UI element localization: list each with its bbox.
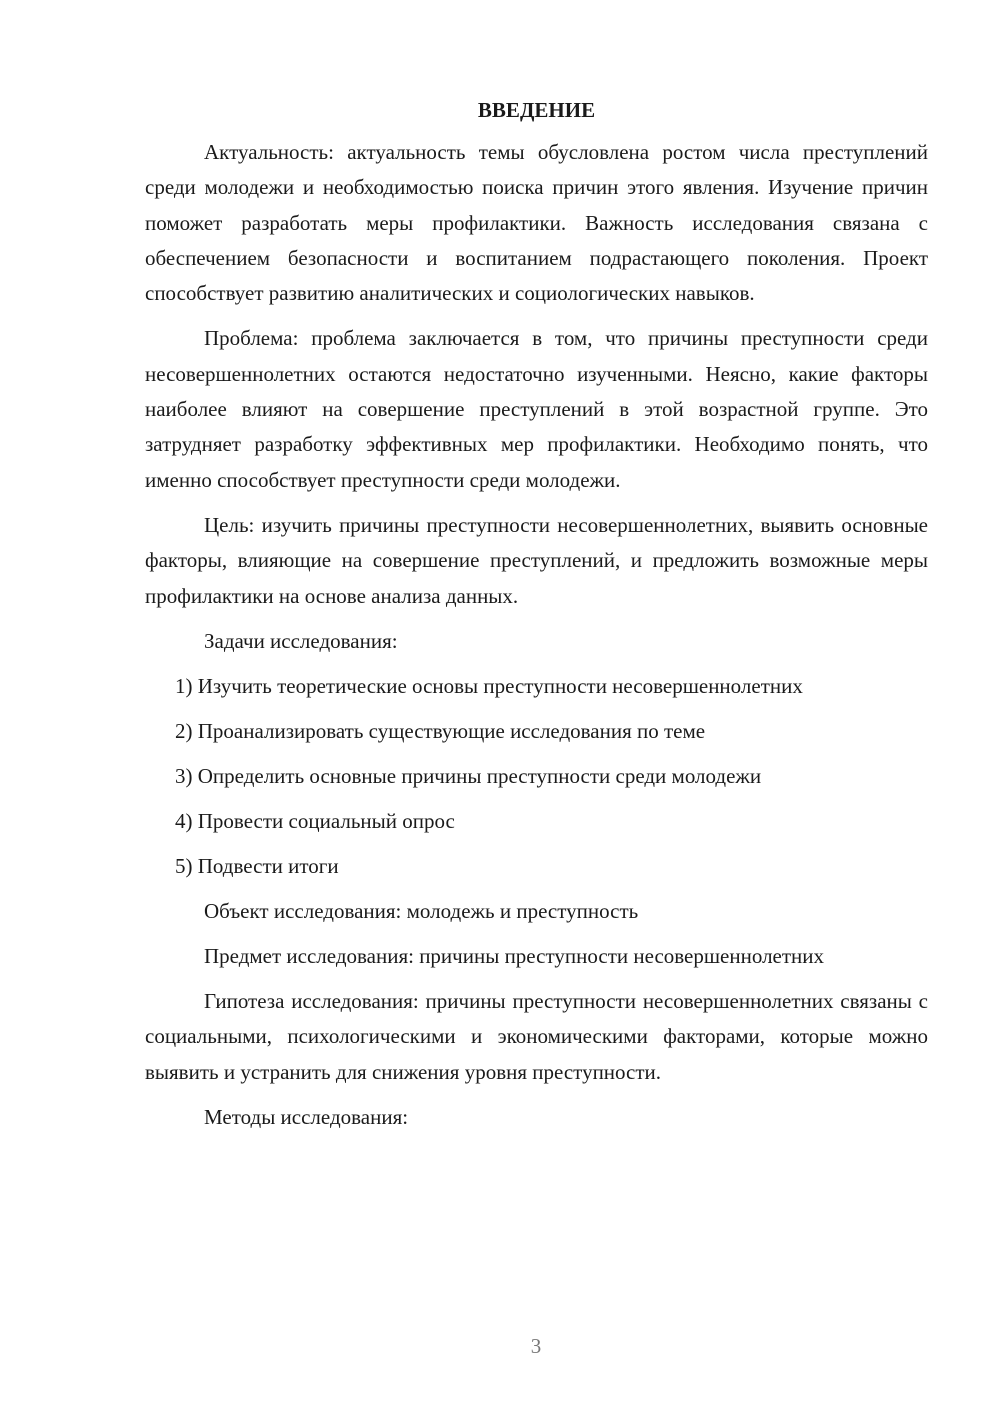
- task-item-1: 1) Изучить теоретические основы преступности несовершеннолетних: [175, 673, 803, 698]
- section-heading: ВВЕДЕНИЕ: [477, 98, 596, 122]
- task-item-4: 4) Провести социальный опрос: [175, 808, 455, 833]
- methods-title: Методы исследования:: [204, 1104, 409, 1129]
- goal-paragraph: Цель: изучить причины преступности несовершеннолетних, выявить основные факторы, влияющие на совершение преступлений, и предложить возможные меры профилактики на основе анализа данных.: [145, 512, 928, 608]
- task-item-3: 3) Определить основные причины преступности среди молодежи: [175, 763, 762, 788]
- document-page: [145, 95, 928, 1145]
- task-item-5: 5) Подвести итоги: [175, 853, 339, 878]
- subject-paragraph: Предмет исследования: причины преступности несовершеннолетних: [204, 943, 825, 968]
- task-item-2: 2) Проанализировать существующие исследования по теме: [175, 718, 706, 743]
- page-number: 3: [530, 1334, 542, 1358]
- problem-paragraph: Проблема: проблема заключается в том, что причины преступности среди несовершеннолетних остаются недостаточно изученными. Неясно, какие факторы наиболее влияют на совершение преступлений в этой возрастной группе. Это затрудняет разработку эффективных мер профилактики. Необходимо понять, что именно способствует преступности среди молодежи.: [145, 326, 928, 492]
- tasks-title: Задачи исследования:: [204, 628, 398, 653]
- hypothesis-paragraph: Гипотеза исследования: причины преступности несовершеннолетних связаны с социальными, психологическими и экономическими факторами, которые можно выявить и устранить для снижения уровня преступности.: [145, 989, 928, 1084]
- relevance-paragraph: Актуальность: актуальность темы обусловлена ростом числа преступлений среди молодежи и необходимостью поиска причин этого явления. Изучение причин поможет разработать меры профилактики. Важность исследования связана с обеспечением безопасности и воспитанием подрастающего поколения. Проект способствует развитию аналитических и социологических навыков.: [145, 140, 928, 306]
- object-line: Объект исследования: молодежь и преступность: [204, 898, 639, 923]
